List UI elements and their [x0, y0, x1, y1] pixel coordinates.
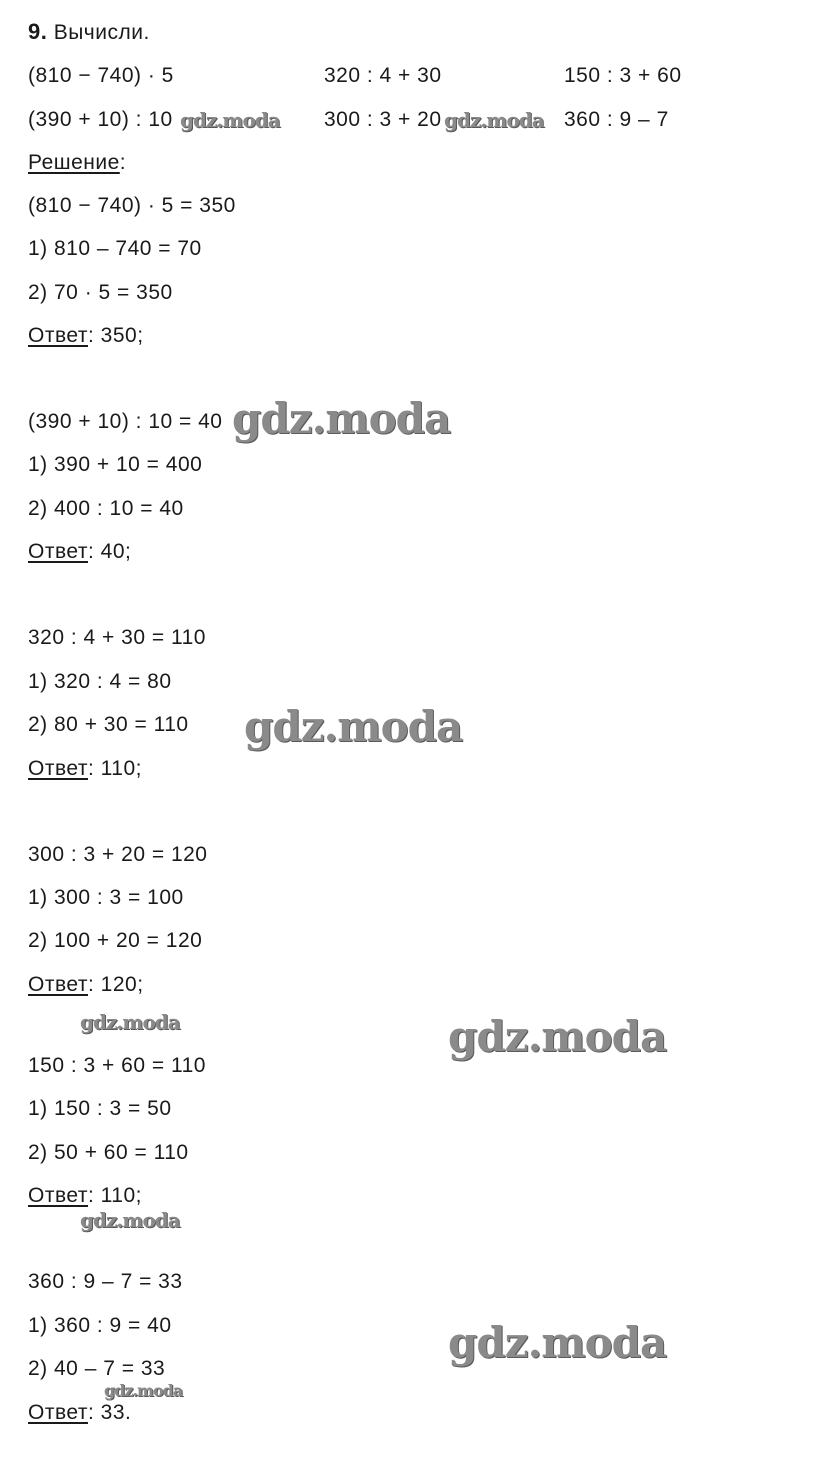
solution-equation: (810 − 740) · 5 = 350 [28, 194, 236, 217]
solution-colon: : [119, 151, 127, 174]
solution-heading [28, 151, 126, 175]
solution-step: 1) 360 : 9 = 40 [28, 1314, 172, 1337]
watermark: gdz.moda [448, 1012, 667, 1061]
watermark: gdz.moda [444, 108, 544, 132]
task-title: Вычисли. [53, 21, 150, 44]
task-number: 9. [28, 19, 48, 44]
solution-label: Решение [28, 151, 120, 174]
solution-step: 2) 400 : 10 = 40 [28, 497, 184, 520]
expression: (390 + 10) : 10 [28, 108, 173, 131]
solution-step: 1) 300 : 3 = 100 [28, 886, 184, 909]
answer-label: Ответ [28, 1184, 88, 1207]
solution-step: 1) 150 : 3 = 50 [28, 1097, 172, 1120]
answer-value: : 110; [87, 757, 142, 780]
solution-step: 1) 390 + 10 = 400 [28, 453, 203, 476]
answer-line [28, 757, 142, 781]
answer-value: : 110; [87, 1184, 142, 1207]
watermark: gdz.moda [232, 394, 451, 443]
answer-line [28, 540, 131, 564]
solution-equation: 150 : 3 + 60 = 110 [28, 1054, 206, 1077]
answer-line [28, 973, 144, 997]
expression: 150 : 3 + 60 [564, 64, 682, 87]
watermark: gdz.moda [180, 108, 280, 132]
task-header [28, 20, 150, 45]
answer-line [28, 1184, 142, 1208]
watermark: gdz.moda [80, 1208, 180, 1232]
answer-value: : 120; [87, 973, 144, 996]
answer-label: Ответ [28, 540, 88, 563]
solution-step: 2) 70 · 5 = 350 [28, 281, 173, 304]
watermark: gdz.moda [80, 1010, 180, 1034]
watermark: gdz.moda [244, 702, 463, 751]
watermark: gdz.moda [448, 1318, 667, 1367]
answer-line [28, 324, 144, 348]
solution-equation: 320 : 4 + 30 = 110 [28, 626, 206, 649]
solution-equation: 300 : 3 + 20 = 120 [28, 843, 208, 866]
solution-equation: (390 + 10) : 10 = 40 [28, 410, 223, 433]
answer-label: Ответ [28, 1401, 88, 1424]
solution-step: 2) 40 – 7 = 33 [28, 1357, 166, 1380]
expression: (810 − 740) · 5 [28, 64, 174, 87]
answer-label: Ответ [28, 757, 88, 780]
answer-label: Ответ [28, 324, 88, 347]
solution-step: 2) 100 + 20 = 120 [28, 929, 203, 952]
solution-step: 2) 80 + 30 = 110 [28, 713, 189, 736]
solution-step: 1) 320 : 4 = 80 [28, 670, 172, 693]
answer-label: Ответ [28, 973, 88, 996]
solution-step: 2) 50 + 60 = 110 [28, 1141, 189, 1164]
answer-line [28, 1401, 131, 1425]
expression: 320 : 4 + 30 [324, 64, 442, 87]
solution-step: 1) 810 – 740 = 70 [28, 237, 202, 260]
answer-value: : 350; [87, 324, 144, 347]
answer-value: : 33. [87, 1401, 132, 1424]
answer-value: : 40; [87, 540, 132, 563]
solution-equation: 360 : 9 – 7 = 33 [28, 1270, 183, 1293]
watermark: gdz.moda [104, 1381, 183, 1400]
expression: 360 : 9 – 7 [564, 108, 669, 131]
expression: 300 : 3 + 20 [324, 108, 442, 131]
